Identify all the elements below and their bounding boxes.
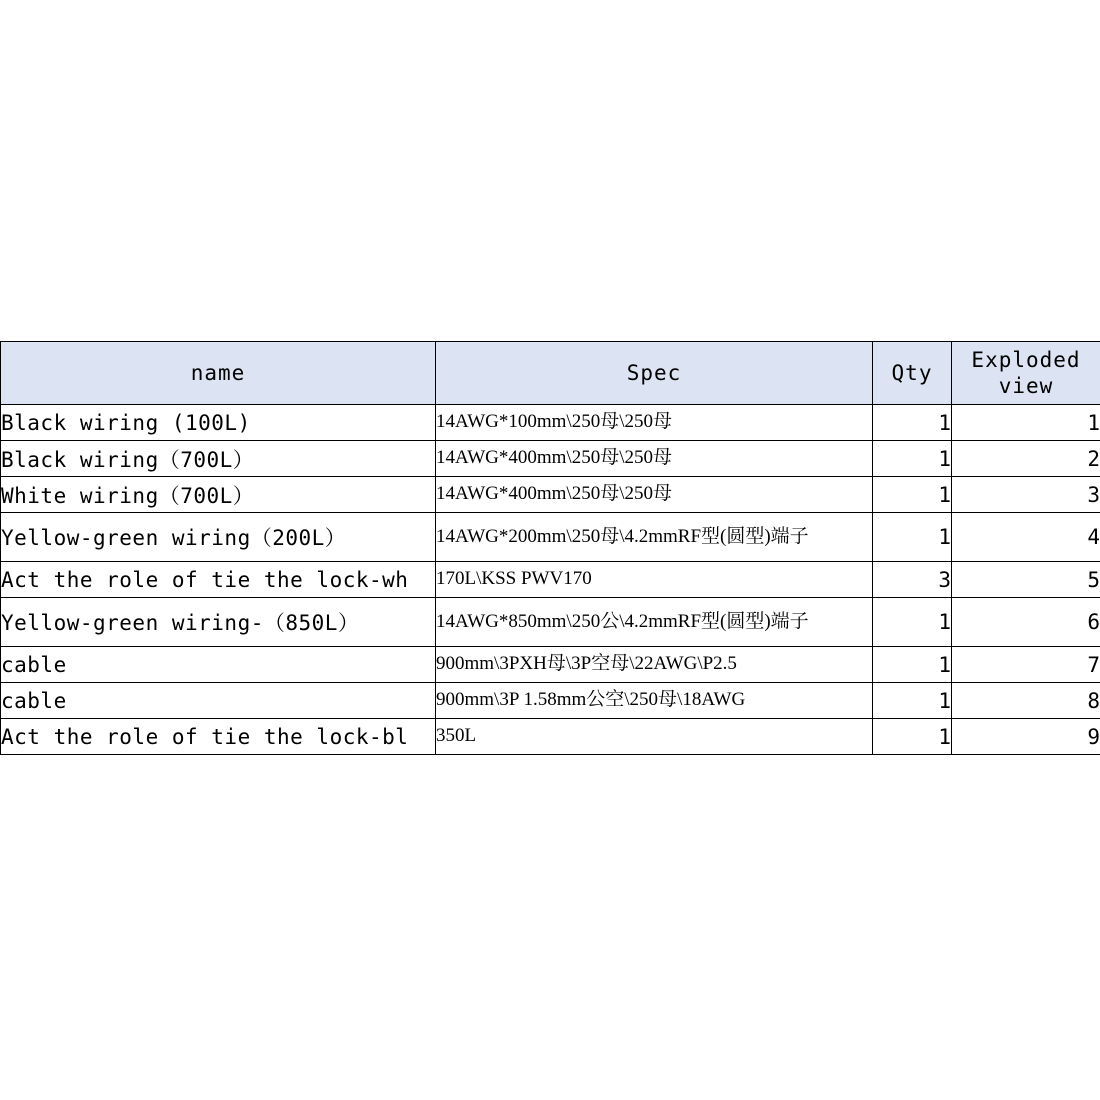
cell-name: White wiring（700L） [1, 477, 436, 513]
table-body [1, 405, 1100, 755]
table-header [1, 342, 1100, 405]
cell-qty: 1 [873, 683, 952, 719]
cell-name: cable [1, 683, 436, 719]
cell-spec: 14AWG*850mm\250公\4.2mmRF型(圆型)端子 [436, 598, 873, 647]
cell-name: Act the role of tie the lock-wh [1, 562, 436, 598]
cell-qty: 1 [873, 405, 952, 441]
cell-qty: 1 [873, 647, 952, 683]
cell-exploded-view: 7 [952, 647, 1100, 683]
cell-qty: 1 [873, 513, 952, 562]
cell-qty: 3 [873, 562, 952, 598]
column-header-exploded-view: Exploded view [952, 342, 1100, 405]
cell-exploded-view: 3 [952, 477, 1100, 513]
cell-spec: 14AWG*400mm\250母\250母 [436, 441, 873, 477]
cell-spec: 900mm\3P 1.58mm公空\250母\18AWG [436, 683, 873, 719]
cell-spec: 170L\KSS PWV170 [436, 562, 873, 598]
cell-qty: 1 [873, 598, 952, 647]
table-row [1, 513, 1100, 562]
cell-spec: 14AWG*100mm\250母\250母 [436, 405, 873, 441]
column-header-spec: Spec [436, 342, 873, 405]
table-row [1, 683, 1100, 719]
table-row [1, 405, 1100, 441]
table-row [1, 719, 1100, 755]
cell-spec: 350L [436, 719, 873, 755]
table-row [1, 647, 1100, 683]
cell-exploded-view: 8 [952, 683, 1100, 719]
cell-exploded-view: 5 [952, 562, 1100, 598]
cell-qty: 1 [873, 719, 952, 755]
parts-table-container [0, 341, 1100, 755]
table-row [1, 477, 1100, 513]
cell-exploded-view: 2 [952, 441, 1100, 477]
cell-name: cable [1, 647, 436, 683]
cell-name: Act the role of tie the lock-bl [1, 719, 436, 755]
cell-qty: 1 [873, 477, 952, 513]
cell-spec: 14AWG*200mm\250母\4.2mmRF型(圆型)端子 [436, 513, 873, 562]
cell-exploded-view: 9 [952, 719, 1100, 755]
cell-exploded-view: 6 [952, 598, 1100, 647]
cell-spec: 14AWG*400mm\250母\250母 [436, 477, 873, 513]
table-row [1, 441, 1100, 477]
cell-name: Yellow-green wiring-（850L） [1, 598, 436, 647]
table-row [1, 598, 1100, 647]
cell-name: Yellow-green wiring（200L） [1, 513, 436, 562]
table-row [1, 562, 1100, 598]
cell-spec: 900mm\3PXH母\3P空母\22AWG\P2.5 [436, 647, 873, 683]
cell-name: Black wiring（700L） [1, 441, 436, 477]
cell-exploded-view: 4 [952, 513, 1100, 562]
table-header-row [1, 342, 1100, 405]
cell-exploded-view: 1 [952, 405, 1100, 441]
cell-qty: 1 [873, 441, 952, 477]
column-header-qty: Qty [873, 342, 952, 405]
column-header-name: name [1, 342, 436, 405]
cell-name: Black wiring (100L) [1, 405, 436, 441]
parts-table [0, 341, 1100, 755]
